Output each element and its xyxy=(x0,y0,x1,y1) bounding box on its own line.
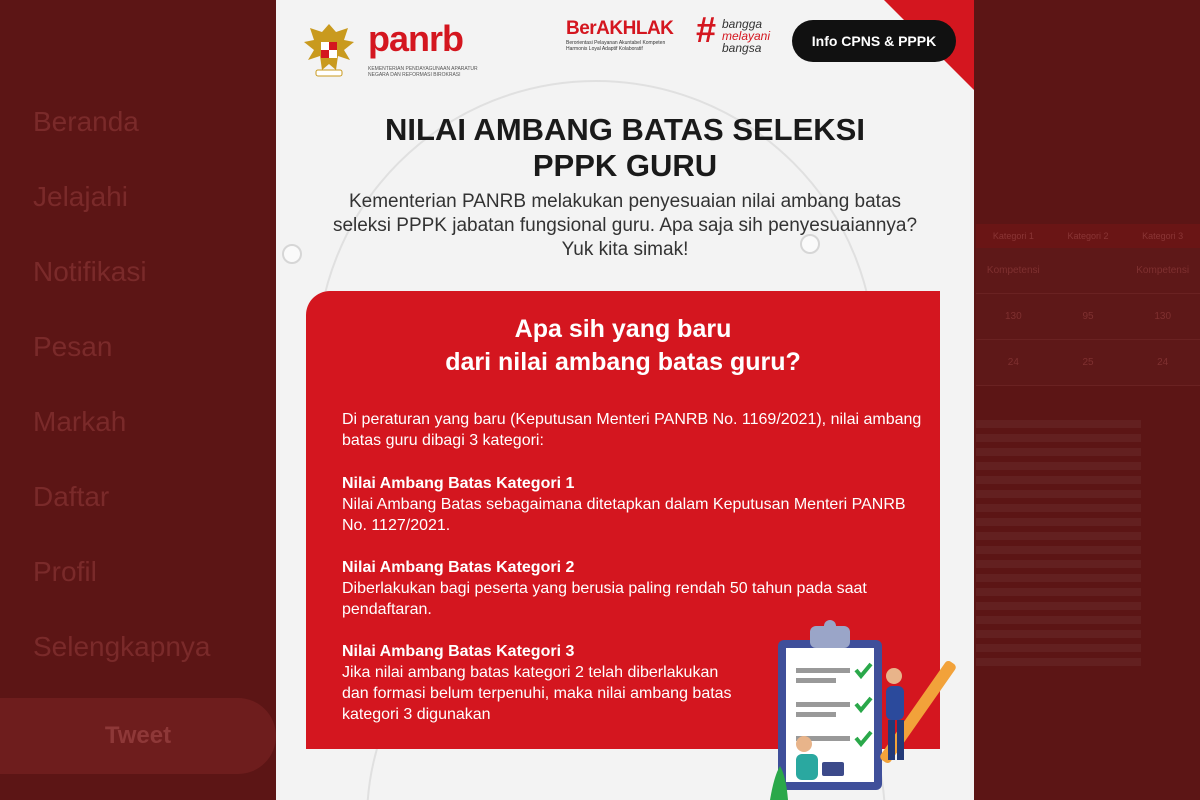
table-cell xyxy=(1051,248,1126,293)
table-cell: 24 xyxy=(1157,357,1169,368)
category-2 xyxy=(342,557,922,620)
sidebar-nav xyxy=(0,0,276,800)
panrb-logo-subtitle: KEMENTERIAN PENDAYAGUNAAN APARATUR NEGARA DAN REFORMASI BIROKRASI xyxy=(368,66,478,78)
category-body: Nilai Ambang Batas sebagaimana ditetapkan dalam Keputusan Menteri PANRB No. 1127/2021. xyxy=(342,496,906,534)
poster-intro: Kementerian PANRB melakukan penyesuaian nilai ambang batas seleksi PPPK jabatan fungsional guru. Apa saja sih penyesuaiannya? Yuk kita simak! xyxy=(332,191,918,260)
table-cell: 95 xyxy=(1082,311,1094,322)
clipboard-checklist-icon xyxy=(762,612,974,800)
logo-word: bangsa xyxy=(722,41,762,55)
heading-line: dari nilai ambang batas guru? xyxy=(445,348,801,376)
nav-item-pesan[interactable]: Pesan xyxy=(33,331,113,362)
nav-item-notifikasi[interactable]: Notifikasi xyxy=(33,256,147,287)
table-cell: 130 xyxy=(1004,311,1022,322)
nav-item-profil[interactable]: Profil xyxy=(33,556,97,587)
panrb-logo: panrb xyxy=(368,18,464,59)
table-cell: 25 xyxy=(1082,357,1094,368)
category-body: Diberlakukan bagi peserta yang berusia paling rendah 50 tahun pada saat pendaftaran. xyxy=(342,580,867,618)
nav-item-daftar[interactable]: Daftar xyxy=(33,481,110,512)
table-row xyxy=(976,294,1200,340)
bangga-melayani-bangsa-logo xyxy=(696,9,771,55)
background-content xyxy=(974,0,1200,800)
table-header-cell: Kategori 1 xyxy=(992,231,1034,241)
logo-word: melayani xyxy=(722,29,771,43)
category-title: Nilai Ambang Batas Kategori 2 xyxy=(342,559,575,576)
card-heading xyxy=(336,313,910,379)
category-body: Jika nilai ambang batas kategori 2 telah diberlakukan dan formasi belum terpenuhi, maka nilai ambang batas kategori 3 digunakan xyxy=(342,664,732,723)
berakhlak-title: BerAKHLAK xyxy=(566,18,674,39)
hashtag-icon: # xyxy=(696,9,717,50)
table-cell: 24 xyxy=(1007,357,1019,368)
table-header-cell: Kategori 3 xyxy=(1142,231,1184,241)
decorative-dot xyxy=(282,244,302,264)
card-lead: Di peraturan yang baru (Keputusan Menteri PANRB No. 1169/2021), nilai ambang batas guru dibagi 3 kategori: xyxy=(342,411,922,449)
category-title: Nilai Ambang Batas Kategori 1 xyxy=(342,475,575,492)
category-3 xyxy=(342,641,737,725)
poster-title xyxy=(316,112,934,184)
title-line: PPPK GURU xyxy=(532,148,718,183)
heading-line: Apa sih yang baru xyxy=(514,315,732,343)
berakhlak-subtitle: Berorientasi Pelayanan Akuntabel Kompeten Harmonis Loyal Adaptif Kolaboratif xyxy=(566,40,666,52)
nav-item-jelajahi[interactable]: Jelajahi xyxy=(33,181,128,212)
table-header-cell: Kategori 2 xyxy=(1067,231,1109,241)
garuda-emblem-icon xyxy=(300,20,358,80)
category-title: Nilai Ambang Batas Kategori 3 xyxy=(342,643,575,660)
table-cell: Kompetensi xyxy=(1136,265,1190,276)
logo-word: bangga xyxy=(722,17,763,31)
berakhlak-logo xyxy=(566,18,686,52)
table-row xyxy=(976,340,1200,386)
nav-item-beranda[interactable]: Beranda xyxy=(33,106,139,137)
tweet-button[interactable]: Tweet xyxy=(0,698,276,774)
background-table xyxy=(976,224,1200,390)
title-line: NILAI AMBANG BATAS SELEKSI xyxy=(385,112,865,147)
table-cell: 130 xyxy=(1154,311,1172,322)
info-cpns-pppk-button[interactable]: Info CPNS & PPPK xyxy=(792,20,956,62)
table-row xyxy=(976,248,1200,294)
infographic-image[interactable] xyxy=(276,0,974,800)
table-header xyxy=(976,224,1200,248)
table-cell: Kompetensi xyxy=(986,265,1040,276)
background-list xyxy=(976,420,1141,690)
category-1 xyxy=(342,473,922,536)
nav-item-selengkapnya[interactable]: Selengkapnya xyxy=(33,631,211,662)
nav-item-markah[interactable]: Markah xyxy=(33,406,127,437)
